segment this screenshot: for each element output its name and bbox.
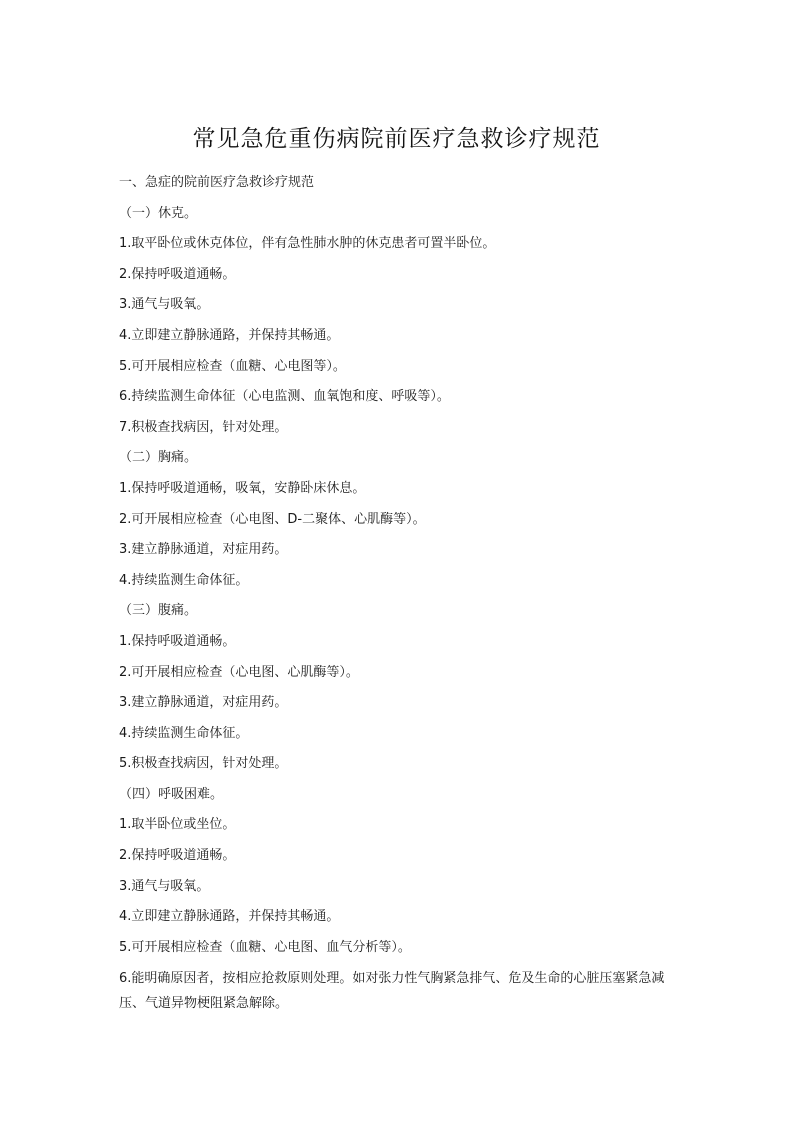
list-item: 1.取半卧位或坐位。 xyxy=(119,817,236,833)
list-item: 4.持续监测生命体征。 xyxy=(119,572,249,588)
list-item: 3.建立静脉通道，对症用药。 xyxy=(119,542,288,558)
list-item: 2.可开展相应检查（心电图、D-二聚体、心肌酶等）。 xyxy=(119,511,426,527)
list-item: 4.立即建立静脉通路，并保持其畅通。 xyxy=(119,327,340,343)
list-item: 3.通气与吸氧。 xyxy=(119,878,210,894)
list-item: 5.积极查找病因，针对处理。 xyxy=(119,756,288,772)
list-item: 2.可开展相应检查（心电图、心肌酶等）。 xyxy=(119,664,359,680)
list-item: 1.取平卧位或休克体位，伴有急性肺水肿的休克患者可置半卧位。 xyxy=(119,236,496,252)
list-item: 2.保持呼吸道通畅。 xyxy=(119,266,236,282)
list-item: 4.立即建立静脉通路，并保持其畅通。 xyxy=(119,909,340,925)
page-title: 常见急危重伤病院前医疗急救诊疗规范 xyxy=(192,126,601,152)
section-heading: 一、急症的院前医疗急救诊疗规范 xyxy=(119,175,315,190)
list-item: 5.可开展相应检查（血糖、心电图等）。 xyxy=(119,358,346,374)
list-item: 7.积极查找病因，针对处理。 xyxy=(119,419,288,435)
list-item: 1.保持呼吸道通畅。 xyxy=(119,633,236,649)
subsection-heading-chest-pain: （二）胸痛。 xyxy=(119,450,198,466)
subsection-heading-shock: （一）休克。 xyxy=(119,205,198,221)
list-item: 4.持续监测生命体征。 xyxy=(119,725,249,741)
list-item: 6.持续监测生命体征（心电监测、血氧饱和度、呼吸等）。 xyxy=(119,389,450,405)
list-item-multiline: 6.能明确原因者，按相应抢救原则处理。如对张力性气胸紧急排气、危及生命的心脏压塞紧急减压、气道异物梗阻紧急解除。 xyxy=(119,971,665,1012)
list-item: 3.建立静脉通道，对症用药。 xyxy=(119,695,288,711)
list-item: 2.保持呼吸道通畅。 xyxy=(119,848,236,864)
list-item: 3.通气与吸氧。 xyxy=(119,297,210,313)
list-item: 1.保持呼吸道通畅，吸氧，安静卧床休息。 xyxy=(119,480,366,496)
list-item: 5.可开展相应检查（血糖、心电图、血气分析等）。 xyxy=(119,939,411,955)
subsection-heading-dyspnea: （四）呼吸困难。 xyxy=(119,786,224,802)
document-body xyxy=(119,168,689,1016)
subsection-heading-abdominal-pain: （三）腹痛。 xyxy=(119,603,198,619)
